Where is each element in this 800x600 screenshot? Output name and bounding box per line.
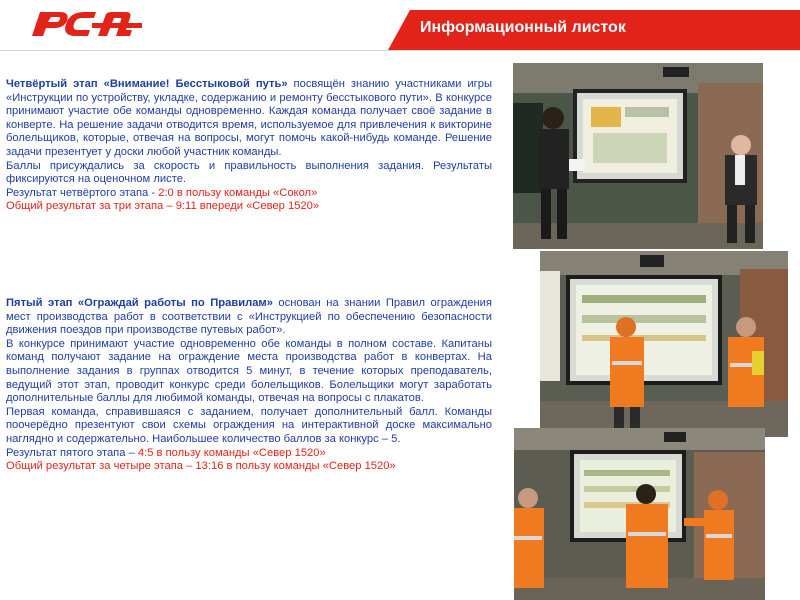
fifth-stage-presentation: Первая команда, справившаяся с заданием, получает дополнительный балл. Команды поочерёдно презентуют свои схемы ограждения на интерактивной доске максимально наглядно и содержательно. Наибольшее количество баллов за конкурс – 5. <box>6 405 492 445</box>
fourth-stage-result <box>6 187 492 201</box>
photo-fifth-stage-board <box>540 251 788 437</box>
photo-fifth-stage-presentation-image <box>514 428 765 600</box>
fourth-stage-paragraph <box>6 78 492 160</box>
fourth-stage-intro: посвящён знанию участниками игры «Инструкции по устройству, укладке, содержанию и ремонту бесстыкового пути». В конкурсе принимают участие обе команды одновременно. Каждая команда получает своё задание в конверте. На решение задачи отводится время, используемое для привлечения к викторине болельщиков, которые, отвечая на вопросы, могут помочь какой-нибудь команде. Решение задачи презентует у доски любой участник команды. <box>6 78 492 158</box>
fifth-stage-heading: Пятый этап «Ограждай работы по Правилам» <box>6 297 273 309</box>
fourth-stage-heading: Четвёртый этап «Внимание! Бесстыковой путь» <box>6 78 288 90</box>
fourth-stage-result-label: Результат четвёртого этапа - <box>6 186 159 199</box>
photo-fifth-stage-board-image <box>540 251 788 437</box>
fifth-stage-result-value: 4:5 в пользу команды «Север 1520» <box>137 446 326 459</box>
four-stage-total: Общий результат за четыре этапа – 13:16 в пользу команды «Север 1520» <box>6 460 396 473</box>
fourth-stage-scoring: Баллы присуждались за скорость и правильность выполнения задания. Результаты фиксируются на оценочном листе. <box>6 159 492 186</box>
three-stage-total: Общий результат за три этапа – 9:11 впереди «Север 1520» <box>6 200 320 213</box>
page-title: Информационный листок <box>420 19 626 36</box>
header <box>0 0 800 48</box>
fifth-stage-rules: В конкурсе принимают участие одновременно обе команды в полном составе. Капитаны команд получают задание на ограждение места производства работ в конвертах. На выполнение задания в группах отводится 5 минут, в течение которых преподаватель, ведущий этот этап, проводит конкурс среди болельщиков. Болельщики могут заработать дополнительные баллы для любимой команды, отвечая на вопросы с плакатов. <box>6 337 492 405</box>
title-bar <box>410 10 800 50</box>
fourth-stage-block <box>6 78 492 214</box>
fifth-stage-result <box>6 447 492 461</box>
header-divider <box>0 50 800 51</box>
fifth-stage-paragraph <box>6 297 492 338</box>
photo-fourth-stage <box>513 63 763 249</box>
fourth-stage-result-value: 2:0 в пользу команды «Сокол» <box>158 186 318 199</box>
fifth-stage-result-label: Результат пятого этапа – <box>6 446 138 459</box>
photo-fourth-stage-image <box>513 63 763 249</box>
photo-fifth-stage-presentation <box>514 428 765 600</box>
fifth-stage-intro: основан на знании Правил ограждения мест производства работ в соответствии с «Инструкцией по обеспечению безопасности движения поездов при производстве путевых работ». <box>6 297 492 337</box>
rzd-logo <box>26 6 156 42</box>
fifth-stage-block <box>6 297 492 474</box>
